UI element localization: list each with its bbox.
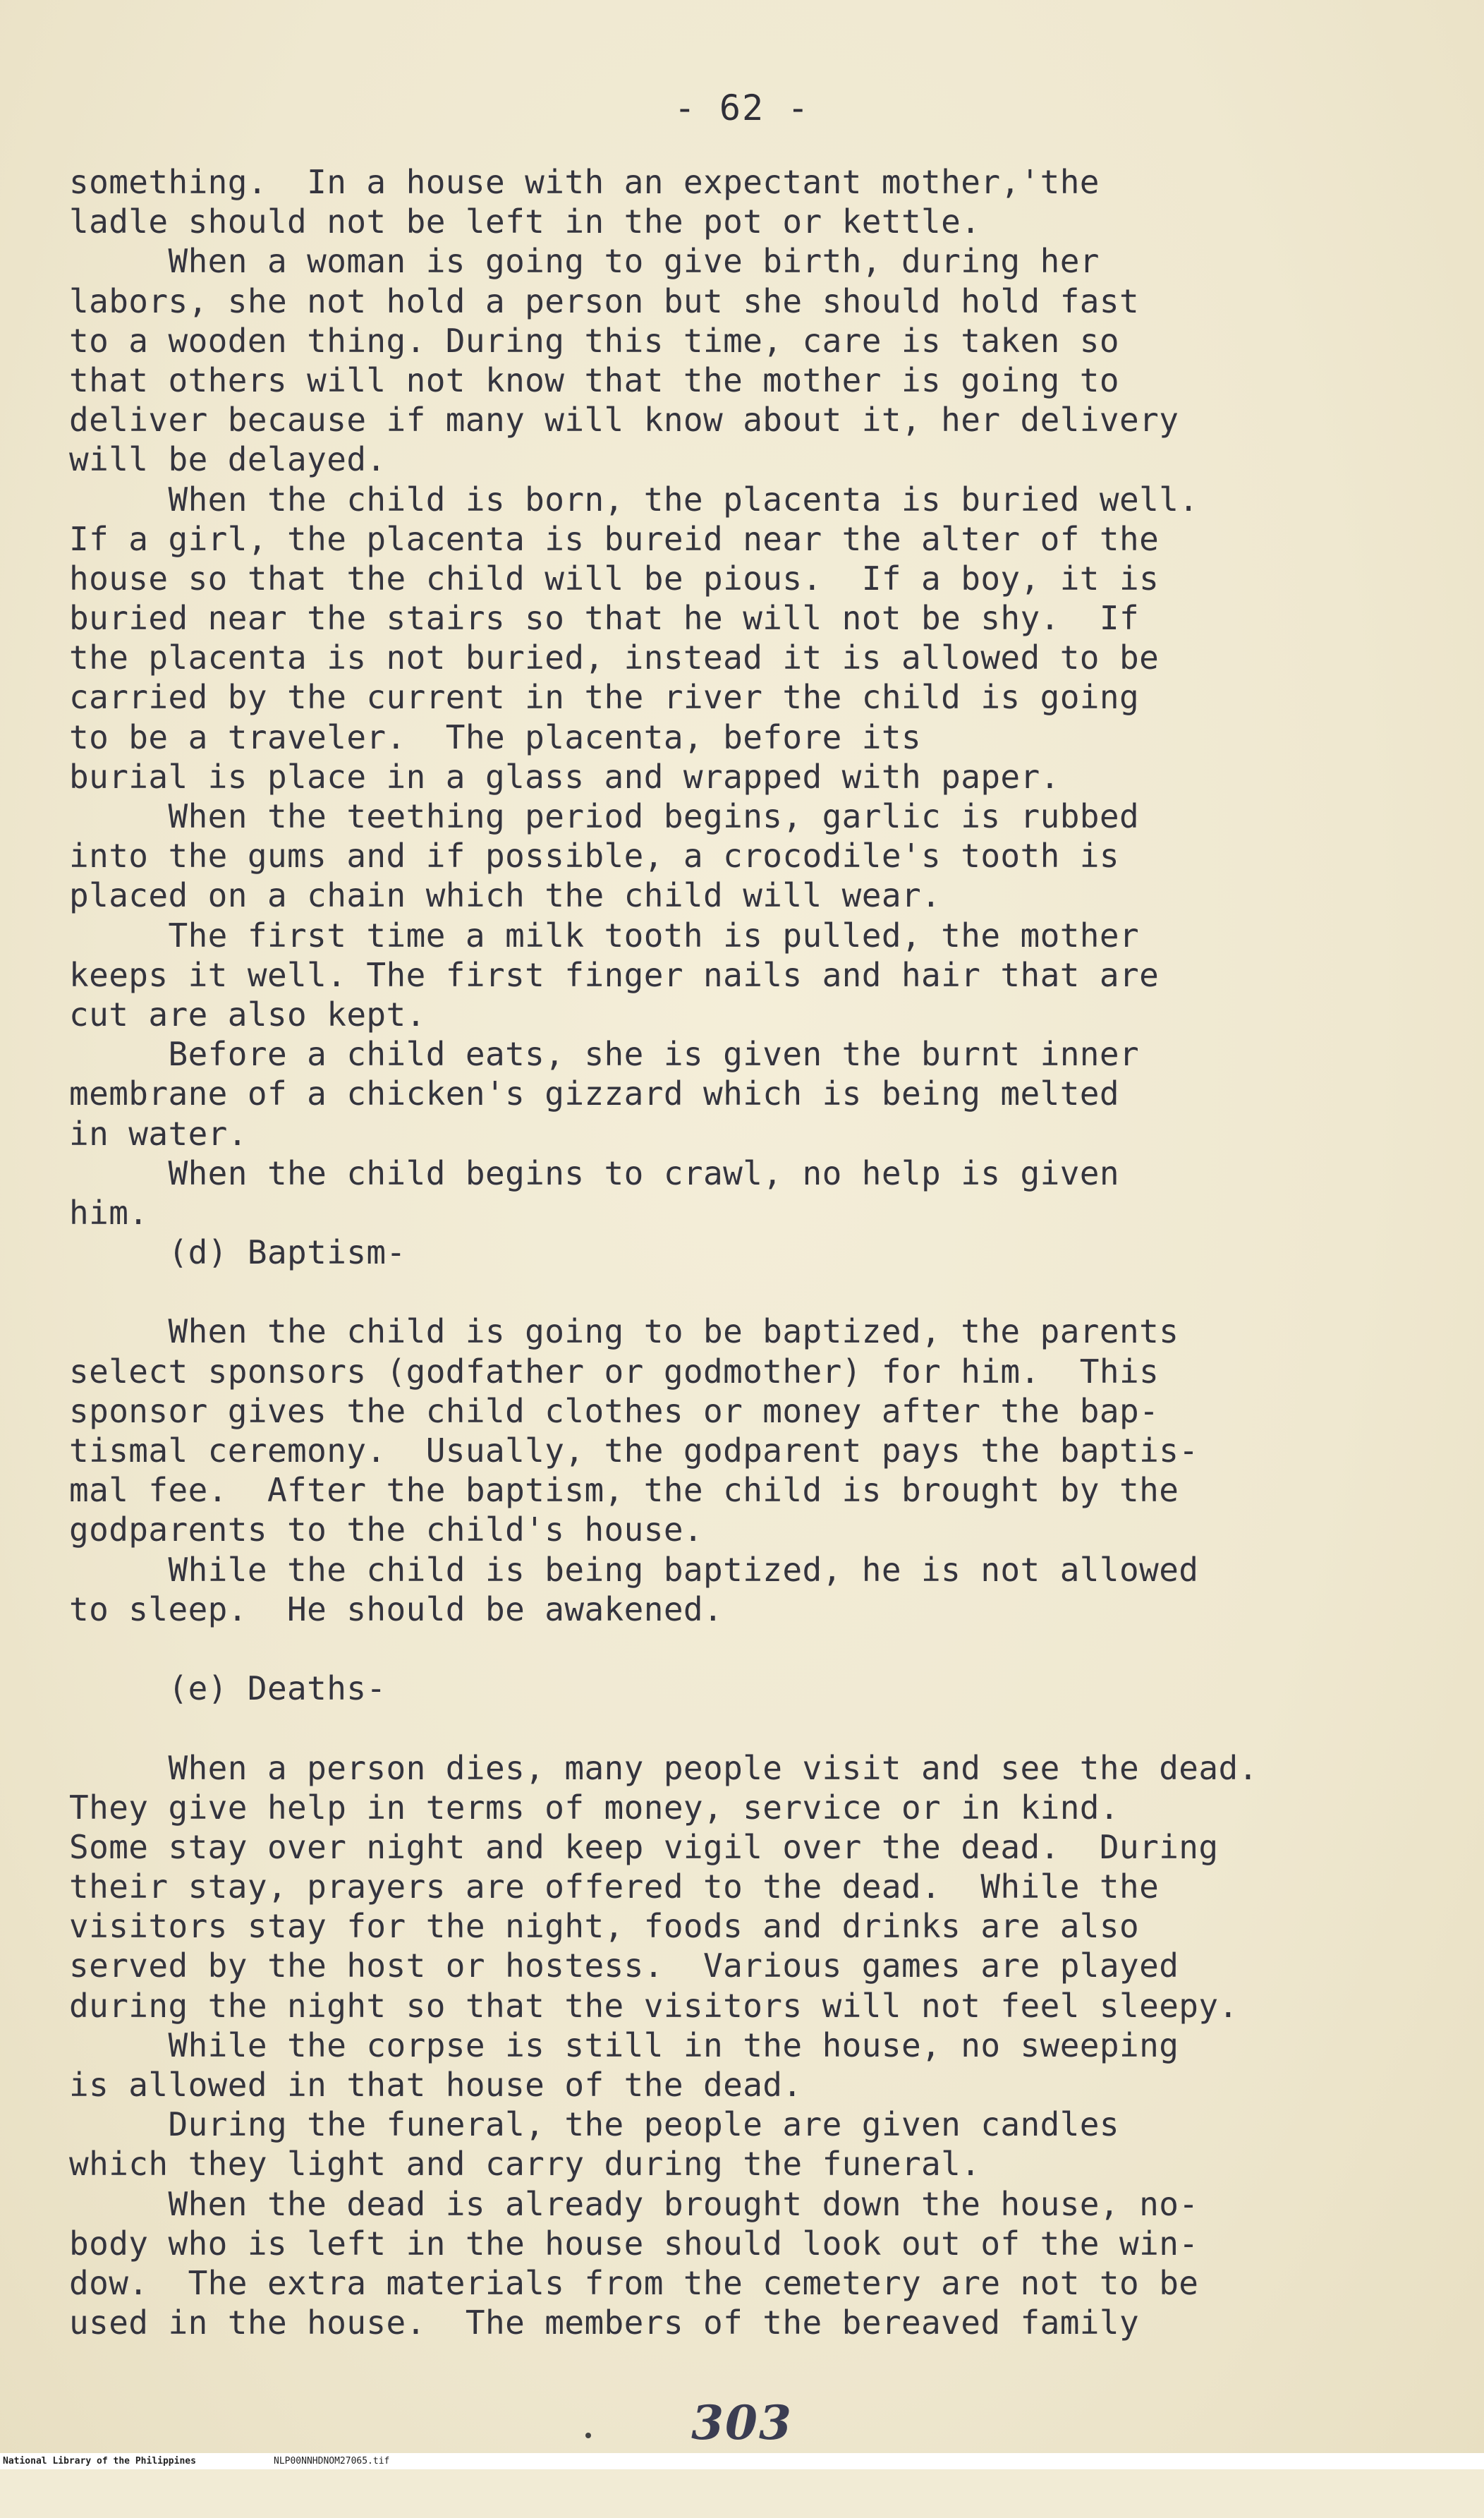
text-line: While the corpse is still in the house, no sweeping bbox=[69, 2026, 1179, 2064]
text-line bbox=[69, 1629, 1473, 1669]
page-number: - 62 - bbox=[674, 87, 810, 128]
text-line: carried by the current in the river the child is going bbox=[69, 678, 1140, 717]
text-line: something. In a house with an expectant mother,'the bbox=[69, 163, 1100, 201]
text-line: While the child is being baptized, he is not allowed bbox=[69, 1550, 1199, 1589]
text-line: tismal ceremony. Usually, the godparent pays the baptis- bbox=[69, 1431, 1199, 1470]
text-line: During the funeral, the people are given candles bbox=[69, 2105, 1119, 2144]
text-line: When the teething period begins, garlic is rubbed bbox=[69, 797, 1140, 835]
text-line: dow. The extra materials from the cemetery are not to be bbox=[69, 2263, 1199, 2302]
text-line: When the child is born, the placenta is buried well. bbox=[69, 480, 1199, 519]
text-line: will be delayed. bbox=[69, 440, 387, 479]
text-line: Before a child eats, she is given the burnt inner bbox=[69, 1035, 1140, 1074]
text-line: deliver because if many will know about it, her delivery bbox=[69, 401, 1179, 440]
text-line: Some stay over night and keep vigil over the dead. During bbox=[69, 1827, 1219, 1866]
text-line: When the child begins to crawl, no help is given bbox=[69, 1154, 1119, 1192]
text-line: (d) Baptism- bbox=[69, 1233, 406, 1272]
text-line: labors, she not hold a person but she should hold fast bbox=[69, 282, 1140, 320]
text-line: sponsor gives the child clothes or money after the bap- bbox=[69, 1391, 1160, 1430]
text-line: select sponsors (godfather or godmother) for him. This bbox=[69, 1352, 1160, 1391]
text-line: cut are also kept. bbox=[69, 995, 426, 1034]
text-line: When a woman is going to give birth, during her bbox=[69, 242, 1100, 281]
text-line: placed on a chain which the child will wear. bbox=[69, 876, 942, 915]
body-text bbox=[69, 162, 1473, 2342]
text-line: (e) Deaths- bbox=[69, 1669, 387, 1708]
text-line bbox=[69, 1272, 1473, 1312]
text-line: into the gums and if possible, a crocodile's tooth is bbox=[69, 837, 1119, 876]
text-line: When a person dies, many people visit and see the dead. bbox=[69, 1748, 1258, 1787]
text-line: If a girl, the placenta is bureid near the alter of the bbox=[69, 519, 1160, 558]
text-line: in water. bbox=[69, 1114, 248, 1153]
text-line: burial is place in a glass and wrapped with paper. bbox=[69, 757, 1060, 796]
library-credit: National Library of the Philippines bbox=[3, 2456, 196, 2466]
scan-filename: NLP00NNHDNOM27065.tif bbox=[274, 2456, 390, 2466]
text-line: The first time a milk tooth is pulled, the mother bbox=[69, 916, 1140, 955]
text-line: that others will not know that the mother is going to bbox=[69, 361, 1119, 399]
text-line: served by the host or hostess. Various games are played bbox=[69, 1947, 1179, 1985]
handwritten-page-mark: 303 bbox=[691, 2395, 793, 2450]
text-line: him. bbox=[69, 1193, 149, 1232]
text-line: ladle should not be left in the pot or kettle. bbox=[69, 202, 981, 241]
text-line: to be a traveler. The placenta, before its bbox=[69, 718, 922, 756]
text-line: buried near the stairs so that he will not be shy. If bbox=[69, 599, 1140, 638]
text-line: membrane of a chicken's gizzard which is being melted bbox=[69, 1075, 1119, 1113]
text-line: house so that the child will be pious. If a boy, it is bbox=[69, 559, 1160, 598]
text-line: When the child is going to be baptized, the parents bbox=[69, 1312, 1179, 1351]
text-line: to sleep. He should be awakened. bbox=[69, 1590, 724, 1628]
text-line: mal fee. After the baptism, the child is brought by the bbox=[69, 1471, 1179, 1510]
text-line: They give help in terms of money, service or in kind. bbox=[69, 1788, 1119, 1827]
text-line: used in the house. The members of the bereaved family bbox=[69, 2304, 1140, 2342]
text-line: When the dead is already brought down the house, no- bbox=[69, 2184, 1199, 2223]
text-line: the placenta is not buried, instead it is allowed to be bbox=[69, 638, 1160, 677]
text-line: visitors stay for the night, foods and drinks are also bbox=[69, 1907, 1140, 1946]
text-line: to a wooden thing. During this time, care is taken so bbox=[69, 321, 1119, 360]
text-line: keeps it well. The first finger nails and hair that are bbox=[69, 955, 1160, 994]
text-line: godparents to the child's house. bbox=[69, 1511, 704, 1549]
text-line bbox=[69, 1708, 1473, 1748]
text-line: during the night so that the visitors will not feel sleepy. bbox=[69, 1986, 1239, 2025]
text-line: is allowed in that house of the dead. bbox=[69, 2066, 803, 2104]
scan-credit-bar bbox=[0, 2453, 1484, 2469]
text-line: which they light and carry during the funeral. bbox=[69, 2145, 981, 2184]
text-line: their stay, prayers are offered to the dead. While the bbox=[69, 1868, 1160, 1906]
text-line: body who is left in the house should look out of the win- bbox=[69, 2224, 1199, 2263]
